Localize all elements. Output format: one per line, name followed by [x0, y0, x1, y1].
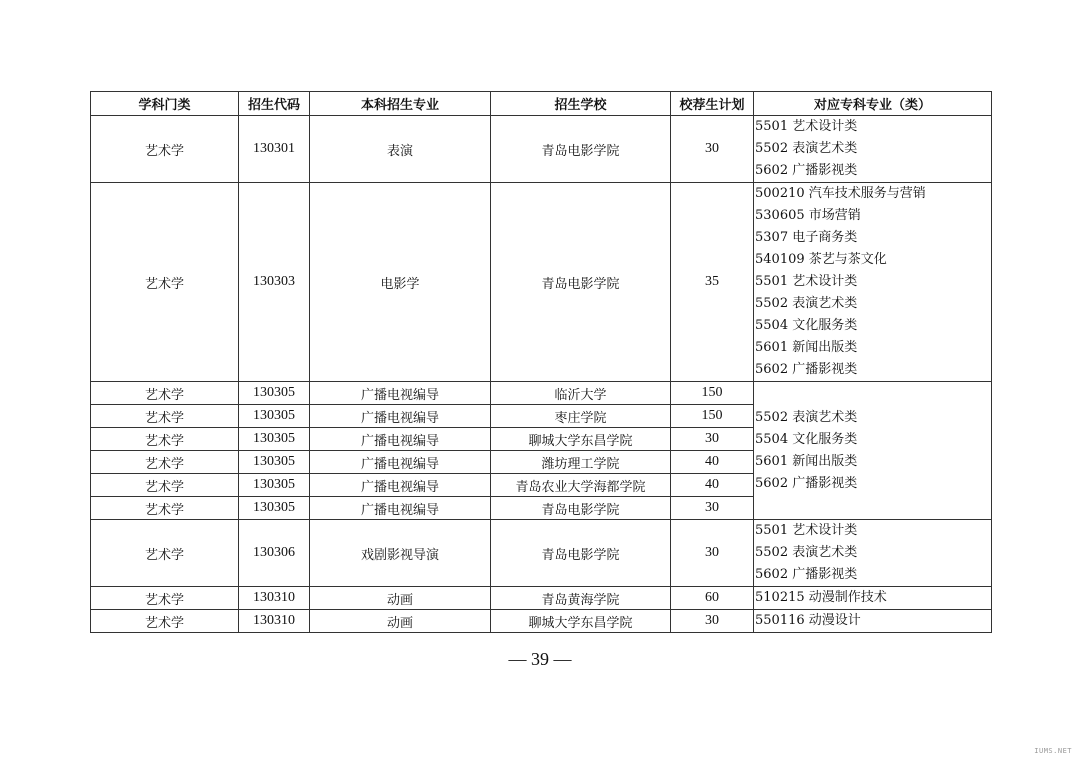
table-row	[91, 116, 992, 183]
cell-major: 广播电视编导	[310, 451, 491, 474]
major-list-item: 5502 表演艺术类	[755, 141, 858, 156]
cell-school: 聊城大学东昌学院	[491, 610, 671, 633]
cell-school: 枣庄学院	[491, 405, 671, 428]
cell-code: 130305	[239, 474, 310, 497]
cell-plan: 35	[671, 183, 754, 382]
cell-field: 艺术学	[91, 428, 239, 451]
major-list-item: 530605 市场营销	[755, 208, 861, 223]
page-number: — 39 —	[508, 649, 572, 669]
cell-field: 艺术学	[91, 116, 239, 183]
cell-school: 聊城大学东昌学院	[491, 428, 671, 451]
major-list-item: 550116 动漫设计	[755, 613, 861, 628]
cell-field: 艺术学	[91, 474, 239, 497]
table-row	[91, 587, 992, 610]
cell-code: 130310	[239, 587, 310, 610]
cell-field: 艺术学	[91, 520, 239, 587]
major-list-item: 5602 广播影视类	[755, 475, 858, 491]
header-field: 学科门类	[91, 92, 239, 116]
table-header-row	[91, 92, 992, 116]
header-plan: 校荐生计划	[671, 92, 754, 116]
major-list-item: 5501 艺术设计类	[755, 119, 858, 134]
cell-field: 艺术学	[91, 405, 239, 428]
header-major: 本科招生专业	[310, 92, 491, 116]
cell-plan: 40	[671, 474, 754, 497]
cell-major: 电影学	[310, 183, 491, 382]
cell-corresponding-majors	[754, 587, 992, 610]
cell-field: 艺术学	[91, 451, 239, 474]
cell-major: 动画	[310, 587, 491, 610]
major-list-item: 5501 艺术设计类	[755, 274, 858, 289]
cell-field: 艺术学	[91, 587, 239, 610]
cell-field: 艺术学	[91, 497, 239, 520]
cell-plan: 30	[671, 116, 754, 183]
major-list-item: 5601 新闻出版类	[755, 453, 858, 469]
cell-plan: 150	[671, 405, 754, 428]
major-list-item: 5602 广播影视类	[755, 567, 858, 582]
cell-field: 艺术学	[91, 183, 239, 382]
cell-plan: 150	[671, 382, 754, 405]
major-list-item: 5602 广播影视类	[755, 163, 858, 178]
major-list-item: 5307 电子商务类	[755, 230, 858, 245]
cell-school: 青岛黄海学院	[491, 587, 671, 610]
table-row	[91, 520, 992, 587]
cell-school: 青岛农业大学海都学院	[491, 474, 671, 497]
table-row	[91, 610, 992, 633]
cell-major: 广播电视编导	[310, 497, 491, 520]
major-list-item: 5504 文化服务类	[755, 318, 858, 333]
major-list-item: 5502 表演艺术类	[755, 296, 858, 311]
cell-code: 130303	[239, 183, 310, 382]
cell-plan: 30	[671, 520, 754, 587]
major-list-item: 5502 表演艺术类	[755, 409, 858, 425]
cell-major: 广播电视编导	[310, 405, 491, 428]
cell-field: 艺术学	[91, 610, 239, 633]
cell-corresponding-majors	[754, 183, 992, 382]
major-list-item: 5602 广播影视类	[755, 362, 858, 377]
cell-school: 青岛电影学院	[491, 116, 671, 183]
cell-major: 广播电视编导	[310, 474, 491, 497]
cell-code: 130305	[239, 428, 310, 451]
cell-major: 动画	[310, 610, 491, 633]
cell-plan: 30	[671, 610, 754, 633]
cell-plan: 30	[671, 497, 754, 520]
cell-school: 青岛电影学院	[491, 183, 671, 382]
major-list-item: 5601 新闻出版类	[755, 340, 858, 355]
major-list-item: 500210 汽车技术服务与营销	[755, 186, 926, 201]
watermark: IUMS.NET	[1034, 747, 1072, 755]
cell-corresponding-majors	[754, 610, 992, 633]
major-list-item: 540109 茶艺与茶文化	[755, 252, 887, 267]
header-code: 招生代码	[239, 92, 310, 116]
table-row	[91, 382, 992, 405]
cell-corresponding-majors	[754, 520, 992, 587]
cell-plan: 60	[671, 587, 754, 610]
cell-code: 130305	[239, 451, 310, 474]
cell-school: 潍坊理工学院	[491, 451, 671, 474]
cell-code: 130305	[239, 382, 310, 405]
cell-corresponding-majors	[754, 116, 992, 183]
cell-school: 临沂大学	[491, 382, 671, 405]
header-school: 招生学校	[491, 92, 671, 116]
major-list-item: 5504 文化服务类	[755, 431, 858, 447]
cell-code: 130305	[239, 405, 310, 428]
cell-plan: 30	[671, 428, 754, 451]
major-list-item: 5502 表演艺术类	[755, 545, 858, 560]
major-list-item: 5501 艺术设计类	[755, 523, 858, 538]
cell-field: 艺术学	[91, 382, 239, 405]
cell-school: 青岛电影学院	[491, 520, 671, 587]
enrollment-table	[90, 91, 992, 633]
header-corresponding-majors: 对应专科专业（类）	[754, 92, 992, 116]
cell-major: 广播电视编导	[310, 428, 491, 451]
cell-plan: 40	[671, 451, 754, 474]
cell-code: 130305	[239, 497, 310, 520]
table-row	[91, 183, 992, 382]
cell-code: 130301	[239, 116, 310, 183]
cell-school: 青岛电影学院	[491, 497, 671, 520]
cell-major: 广播电视编导	[310, 382, 491, 405]
cell-code: 130306	[239, 520, 310, 587]
cell-corresponding-majors-group	[754, 382, 992, 520]
major-list-item: 510215 动漫制作技术	[755, 590, 887, 605]
cell-major: 戏剧影视导演	[310, 520, 491, 587]
cell-code: 130310	[239, 610, 310, 633]
cell-major: 表演	[310, 116, 491, 183]
